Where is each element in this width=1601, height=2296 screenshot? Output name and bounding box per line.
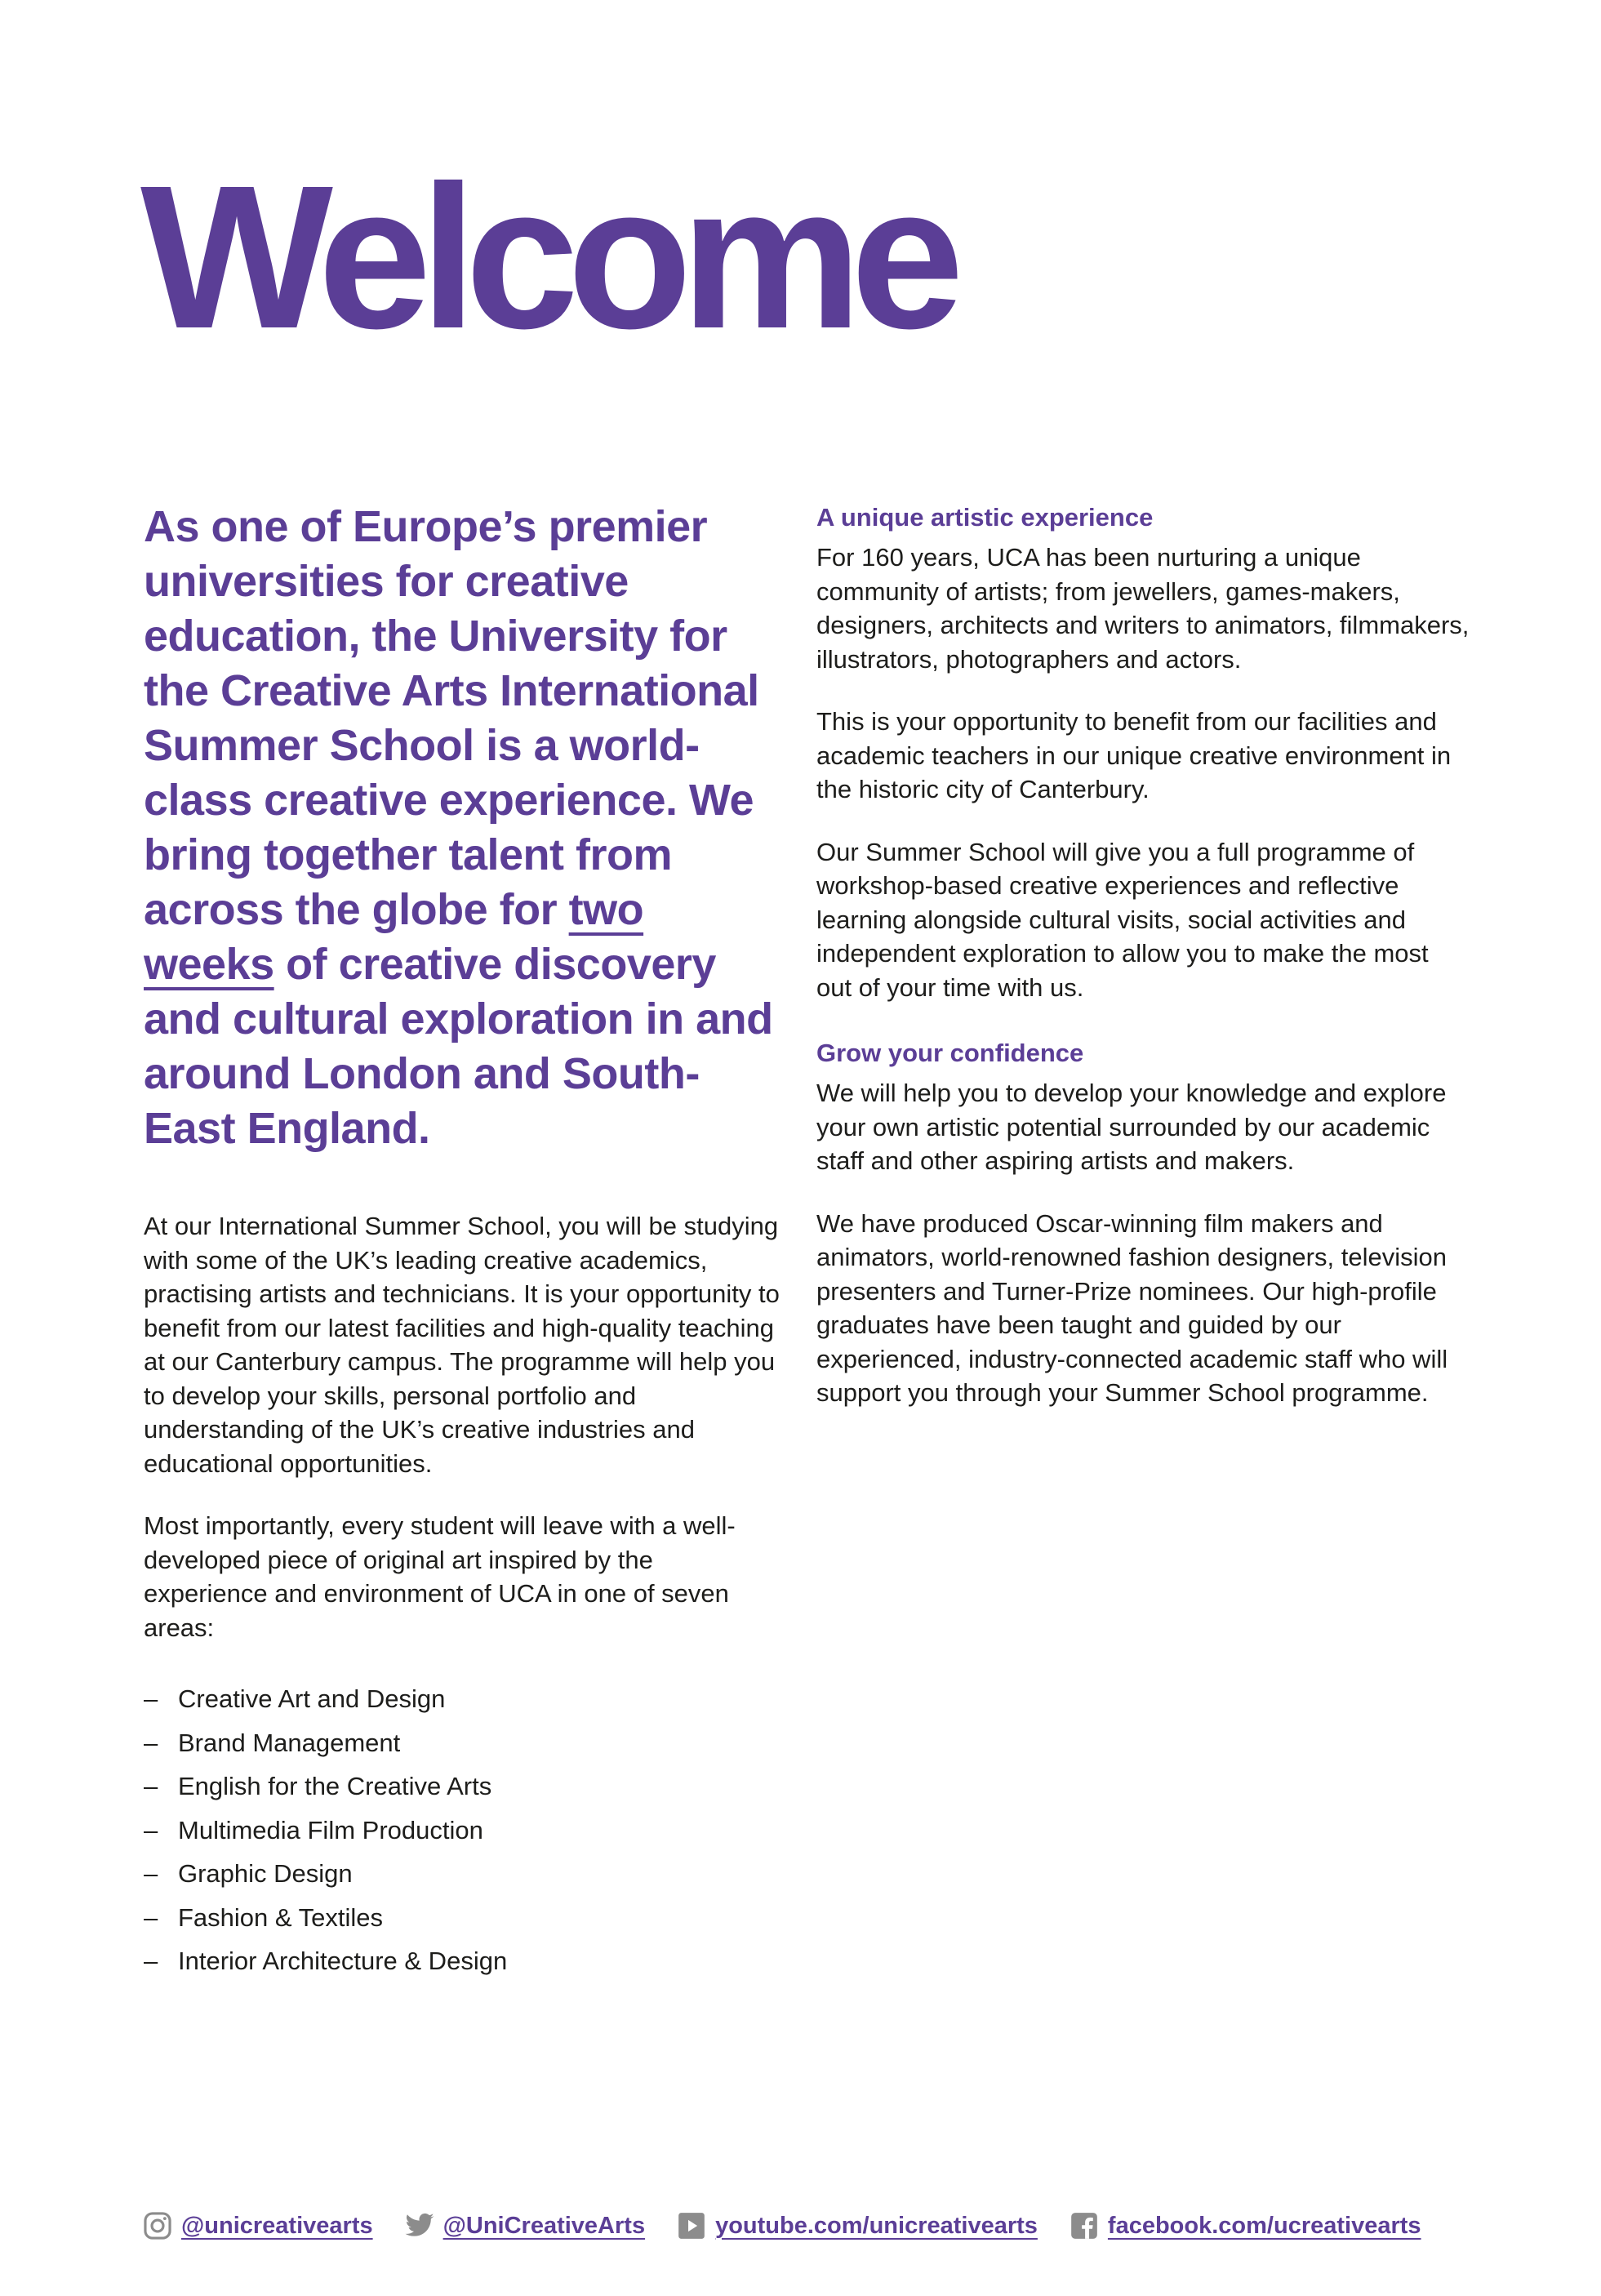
facebook-link[interactable]: facebook.com/ucreativearts (1107, 2212, 1421, 2239)
list-dash: – (144, 1947, 158, 1975)
right-column (816, 501, 1470, 1410)
facebook-icon (1069, 2210, 1100, 2241)
left-column (144, 500, 780, 1983)
intro-text-end: of creative discovery and cultural exploration in and around London and South-East England. (144, 940, 773, 1153)
social-facebook[interactable] (1069, 2210, 1421, 2241)
seven-areas-paragraph: Most importantly, every student will leave with a well-developed piece of original art inspired by the experience and environment of UCA in one of seven areas: (144, 1511, 736, 1642)
instagram-link[interactable]: @unicreativearts (181, 2212, 373, 2239)
intro-highlight-two-weeks: two weeks (144, 885, 644, 989)
list-item (144, 1721, 780, 1765)
grow-confidence-heading: Grow your confidence (816, 1039, 1084, 1067)
list-item-label: Multimedia Film Production (178, 1815, 483, 1844)
intro-statement (144, 500, 780, 1156)
list-item (144, 1896, 780, 1940)
intro-text-start: As one of Europe’s premier universities for creative education, the University for the Creative Arts International Summer School is a world-class creative experience. We bring together talent from across the globe for (144, 502, 759, 934)
youtube-icon (676, 2210, 707, 2241)
list-item-label: Fashion & Textiles (178, 1902, 383, 1932)
list-item (144, 1677, 780, 1721)
list-item-label: Graphic Design (178, 1859, 353, 1888)
social-instagram[interactable] (142, 2210, 373, 2241)
social-youtube[interactable] (676, 2210, 1038, 2241)
twitter-link[interactable]: @UniCreativeArts (442, 2212, 646, 2239)
list-dash: – (144, 1772, 158, 1800)
summer-school-paragraph: At our International Summer School, you will be studying with some of the UK’s leading creative academics, practising artists and technicians. It is your opportunity to benefit from our latest facilities and high-quality teaching at our Canterbury campus. The programme will help you to develop your skills, personal portfolio and understanding of the UK’s creative industries and educational opportunities. (144, 1212, 780, 1478)
list-dash: – (144, 1815, 158, 1844)
youtube-link[interactable]: youtube.com/unicreativearts (715, 2212, 1038, 2239)
instagram-icon (142, 2210, 173, 2241)
list-item-label: Brand Management (178, 1728, 401, 1757)
twitter-icon (404, 2210, 435, 2241)
unique-paragraph-3: Our Summer School will give you a full programme of workshop-based creative experiences and reflective learning alongside cultural visits, social activities and independent exploration to allow you to make the most out of your time with us. (816, 837, 1429, 1002)
list-item-label: Interior Architecture & Design (178, 1947, 508, 1975)
list-item (144, 1764, 780, 1809)
unique-paragraph-1: For 160 years, UCA has been nurturing a unique community of artists; from jewellers, games-makers, designers, architects and writers to animators, filmmakers, illustrators, photographers and actors. (816, 543, 1470, 674)
grow-paragraph-2: We have produced Oscar-winning film makers and animators, world-renowned fashion designers, television presenters and Turner-Prize nominees. Our high-profile graduates have been taught and guided by our experienced, industry-connected academic staff who will support you through your Summer School programme. (816, 1208, 1448, 1407)
list-item (144, 1809, 780, 1853)
list-dash: – (144, 1902, 158, 1932)
social-twitter[interactable] (404, 2210, 645, 2241)
grow-paragraph-1: We will help you to develop your knowledge and explore your own artistic potential surrounded by our academic staff and other aspiring artists and makers. (816, 1079, 1447, 1175)
page-title: Welcome (140, 143, 954, 371)
social-links-footer (142, 2208, 1465, 2244)
list-dash: – (144, 1684, 158, 1713)
list-item (144, 1852, 780, 1896)
list-item-label: English for the Creative Arts (178, 1772, 492, 1800)
list-dash: – (144, 1728, 158, 1757)
list-item-label: Creative Art and Design (178, 1684, 446, 1713)
list-item (144, 1939, 780, 1983)
unique-paragraph-2: This is your opportunity to benefit from our facilities and academic teachers in our unique creative environment in the historic city of Canterbury. (816, 707, 1452, 803)
unique-experience-heading: A unique artistic experience (816, 503, 1154, 532)
areas-list (144, 1677, 780, 1983)
list-dash: – (144, 1859, 158, 1888)
